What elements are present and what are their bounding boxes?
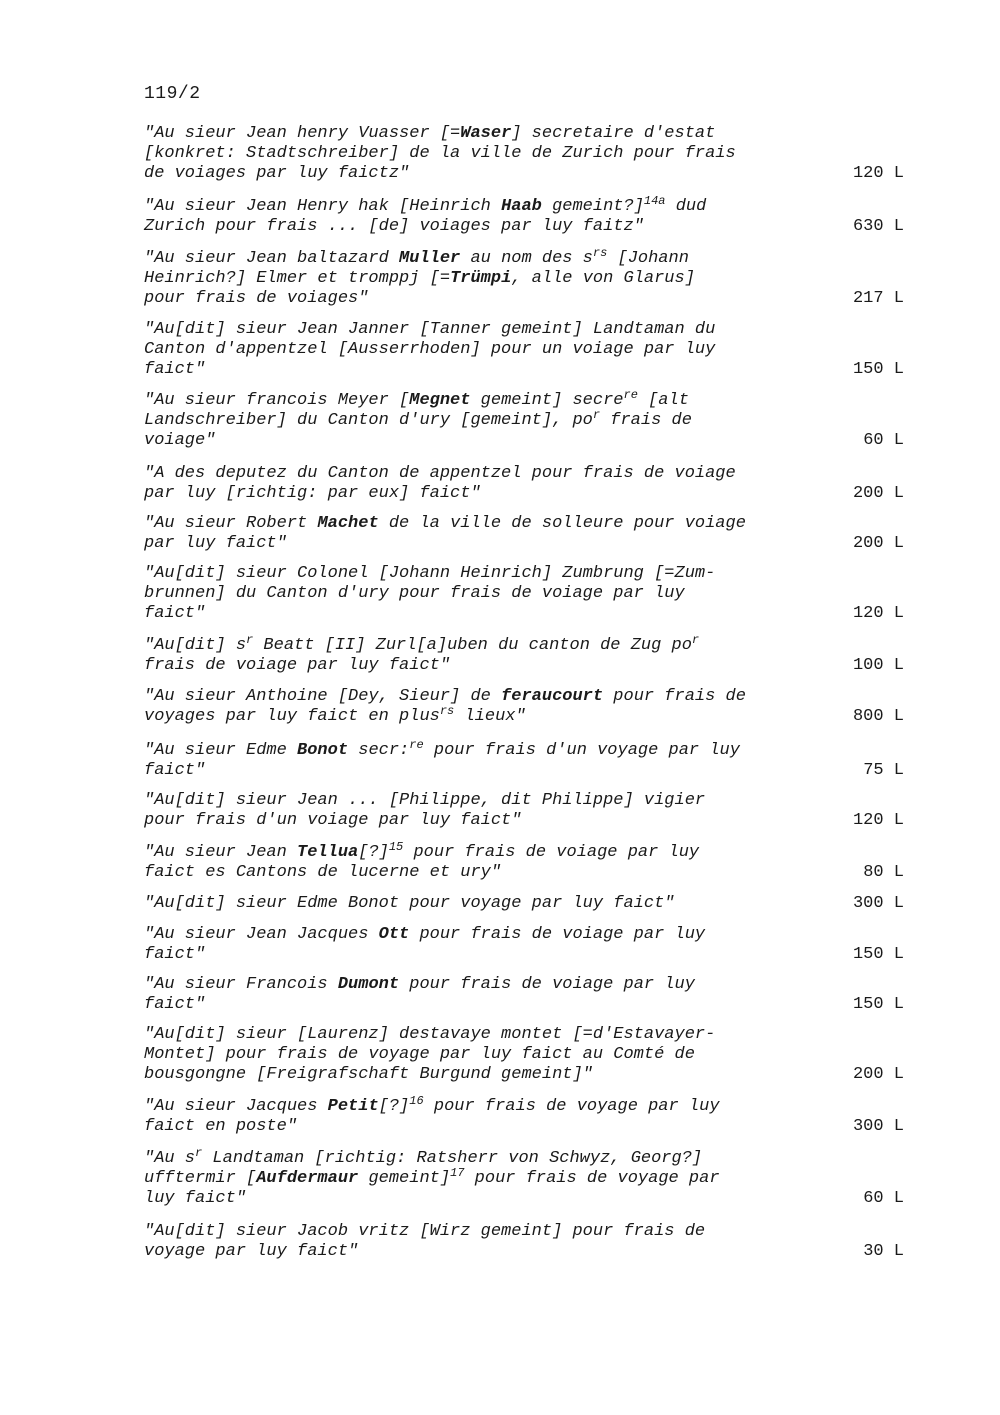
expense-entry [144,464,904,504]
entry-name-bold: Bonot [297,741,349,760]
entry-superscript: r [195,1146,203,1160]
entry-description: "Au sieur Anthoine [Dey, Sieur] de feraucourt pour frais de voyages par luy faict en plus$^{rs}$ lieux" [144,687,746,727]
entry-description: "Au sieur Edme Bonot secr:$^{re}$ pour frais d'un voyage par luy faict" [144,738,740,781]
entry-superscript: re [623,388,638,402]
entry-superscript: r [246,633,254,647]
entry-name-bold: feraucourt [501,687,604,706]
page-number: 119/2 [144,84,201,104]
expense-entry [144,1094,904,1137]
entry-amount: 200 L [852,1065,904,1085]
expense-entry [144,633,904,676]
expense-entry [144,840,904,883]
entry-name-bold: Machet [317,514,379,533]
entry-amount: 800 L [852,707,904,727]
entry-description: "Au[dit] sieur [Laurenz] destavaye montet [=d'Estavayer- Montet] pour frais de voyage par luy faict au Comté de bousgongne [Freigrafschaft Burgund gemeint]" [144,1025,716,1085]
expense-entry [144,564,904,625]
entry-superscript: r [592,408,601,423]
entry-description: "Au[dit] sieur Colonel [Johann Heinrich] Zumbrung [=Zum- brunnen] du Canton d'ury pour frais de voiage par luy faict" [144,564,716,624]
entry-amount: 300 L [852,894,904,913]
entry-description: "Au sieur Jacques Petit[?]$^{16}$ pour frais de voyage par luy faict en poste" [144,1094,720,1137]
entry-name-bold: Haab [501,197,542,216]
entry-amount: 217 L [852,289,904,309]
entry-description: "Au sieur Robert Machet de la ville de solleure pour voiage par luy faict" [144,514,746,554]
expense-entry [144,925,904,965]
expense-entry [144,738,904,781]
entry-superscript: re [409,738,424,752]
entry-amount: 120 L [852,604,904,624]
expense-entry [144,514,904,554]
entry-amount: 150 L [852,360,904,380]
entry-description: "Au sieur Jean baltazard Muller au nom des $s^{rs}$ [Johann Heinrich?] Elmer et tromppj [=Trümpi, alle von Glarus] pour frais de voiages" [144,246,695,309]
expense-entry [144,687,904,727]
entry-description: "Au[dit] sieur Edme Bonot pour voyage par luy faict" [144,894,675,913]
expense-entry [144,124,904,185]
entry-description: "Au[dit] sieur Jean ... [Philippe, dit Philippe] vigier pour frais d'un voiage par luy faict" [144,791,706,831]
entry-description: "Au sieur Jean Jacques Ott pour frais de voiage par luy faict" [144,925,706,965]
entry-name-bold: Tellua [297,843,359,862]
entry-name-bold: Ott [378,925,410,944]
entry-amount: 60 L [863,431,904,451]
entry-name-bold: Trümpi [450,269,512,289]
entry-description: "Au sieur Francois Dumont pour frais de voiage par luy faict" [144,975,695,1015]
expense-entry [144,791,904,831]
entry-description: "Au sieur Jean Tellua[?]$^{15}$ pour frais de voiage par luy faict es Cantons de lucerne et ury" [144,840,700,883]
entry-name-bold: Aufdermaur [256,1169,359,1189]
expense-entry [144,1222,904,1262]
entry-amount: 60 L [863,1189,904,1209]
entry-amount: 200 L [852,484,904,504]
entry-description: "A des deputez du Canton de appentzel pour frais de voiage par luy [richtig: par eux] faict" [144,464,736,504]
entry-superscript: r [691,633,700,647]
expense-entry [144,894,904,914]
entry-superscript: 15 [388,840,404,854]
entry-amount: 75 L [863,761,904,781]
entry-description: "Au sieur francois Meyer [Megnet gemeint] secre$^{re}$ [alt Landschreiber] du Canton d'ury [gemeint], $po^r$ frais de voiage" [144,388,692,451]
entry-amount: 630 L [852,217,904,237]
entry-name-bold: Waser [460,124,512,143]
entry-superscript: 17 [450,1166,465,1181]
entry-superscript: 16 [409,1094,424,1108]
entry-amount: 100 L [852,656,904,676]
expense-entry [144,975,904,1015]
expense-entry [144,388,904,452]
entry-amount: 80 L [863,863,904,883]
entry-amount: 150 L [852,945,904,965]
entry-amount: 200 L [852,534,904,554]
entry-amount: 30 L [863,1242,904,1262]
entry-description: "Au sieur Jean henry Vuasser [=Waser] secretaire d'estat [konkret: Stadtschreiber] de la ville de Zurich pour frais de voiages par luy faictz" [144,124,736,184]
expense-entry [144,194,904,237]
entry-description: "Au[dit] sieur Jacob vritz [Wirz gemeint] pour frais de voyage par luy faict" [144,1222,706,1262]
expense-entry [144,320,904,381]
entry-amount: 120 L [852,811,904,831]
entry-amount: 150 L [852,995,904,1015]
entry-amount: 300 L [852,1117,904,1137]
entry-name-bold: Dumont [337,975,400,994]
entry-amount: 120 L [852,164,904,184]
entry-name-bold: Megnet [409,391,471,410]
entry-superscript: rs [439,704,455,719]
entry-name-bold: Muller [399,249,461,268]
expense-entry [144,246,904,310]
expense-entry [144,1025,904,1086]
entry-superscript: rs [592,246,608,260]
expense-entry [144,1146,904,1210]
entry-description: "Au[dit] sieur Jean Janner [Tanner gemeint] Landtaman du Canton d'appentzel [Ausserrhoden] pour un voiage par luy faict" [144,320,716,380]
entry-superscript: 14a [643,194,666,208]
entry-description: "Au sieur Jean Henry hak [Heinrich Haab gemeint?]$^{14a}$ dud Zurich pour frais ... [de] voiages par luy faitz" [144,194,707,237]
entry-name-bold: Petit [327,1097,379,1116]
entry-description: "Au $s^r$ Landtaman [richtig: Ratsherr von Schwyz, Georg?] ufftermir [Aufdermaur gemeint]$^{17}$ pour frais de voyage par luy faict" [144,1146,720,1209]
entry-description: "Au[dit] $s^r$ Beatt [II] Zurl[a]uben du canton de Zug $po^r$ frais de voiage par luy faict" [144,633,700,676]
